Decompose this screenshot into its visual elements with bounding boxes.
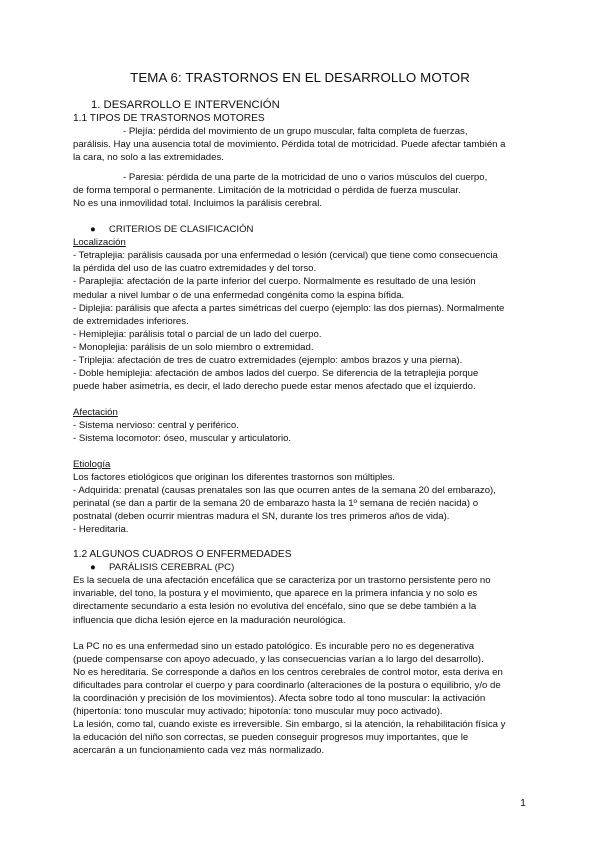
bullet-icon: ●	[90, 562, 96, 574]
text-line: Los factores etiológicos que originan los diferentes trastornos son múltiples.	[73, 472, 396, 484]
text-line: de forma temporal o permanente. Limitación de la motricidad o pérdida de fuerza muscular.	[73, 185, 461, 197]
text-line: - Doble hemiplejia: afectación de ambos lados del cuerpo. Se diferencia de la tetraplejia porque	[73, 367, 479, 379]
subsection-heading-1-2: 1.2 ALGUNOS CUADROS O ENFERMEDADES	[73, 549, 292, 561]
criterios-heading	[90, 223, 533, 236]
text-line: - Paraplejia: afectación de la parte inferior del cuerpo. Normalmente es resultado de una lesión	[73, 276, 476, 288]
text-line: La PC no es una enfermedad sino un estado patológico. Es incurable pero no es degenerativa	[73, 640, 475, 652]
text-line: La lesión, como tal, cuando existe es irreversible. Sin embargo, si la atención, la rehabilitación física y	[73, 718, 506, 730]
text-line: medular a nivel lumbar o de una enfermedad congénita como la espina bífida.	[73, 289, 405, 301]
document-title: TEMA 6: TRASTORNOS EN EL DESARROLLO MOTOR	[130, 70, 470, 85]
etiologia-heading: Etiología	[73, 459, 111, 471]
pc-paragraph-1	[73, 574, 533, 626]
text-line: - Tetraplejia: parálisis causada por una enfermedad o lesión (cervical) que tiene como consecuencia	[73, 250, 498, 262]
localizacion-list	[73, 249, 533, 393]
text-line: la cara, no solo a las extremidades.	[73, 152, 224, 164]
text-line: dificultades para controlar el cuerpo y para coordinarlo (alteraciones de la postura o equilibrio, y/o de	[73, 679, 501, 691]
text-line: - Plejía: pérdida del movimiento de un grupo muscular, falta completa de fuerzas,	[123, 126, 468, 137]
text-line: la pérdida del uso de las cuatro extremidades y del torso.	[73, 263, 317, 275]
text-line: la coordinación y precisión de los movimientos). Afecta sobre todo al tono muscular: la activación	[73, 692, 486, 704]
text-line: No es una inmovilidad total. Incluimos la parálisis cerebral.	[73, 198, 323, 210]
text-line: parálisis. Hay una ausencia total de movimiento. Pérdida total de motricidad. Puede afectar también a	[73, 139, 506, 151]
text-line: perinatal (se dan a partir de la semana 20 de embarazo hasta la 1º semana de recién nacida) o	[73, 498, 479, 510]
text-line: (puede compensarse con apoyo adecuado, y las consecuencias varían a lo largo del desarrollo).	[73, 653, 484, 665]
text-line: - Hemiplejia: parálisis total o parcial de un lado del cuerpo.	[73, 328, 322, 340]
text-line: - Diplejia: parálisis que afecta a partes simétricas del cuerpo (ejemplo: las dos piernas). Normalmente	[73, 302, 505, 314]
pc-label: PARÁLISIS CEREBRAL (PC)	[109, 562, 235, 574]
etiologia-list	[73, 471, 533, 536]
text-line: Es la secuela de una afectación encefálica que se caracteriza por un trastorno persistente pero no	[73, 575, 491, 587]
criterios-label: CRITERIOS DE CLASIFICACIÓN	[109, 224, 254, 236]
text-line: No es hereditaria. Se corresponde a daños en los centros cerebrales de control motor, esta deriva en	[73, 666, 503, 678]
text-line: - Paresia: pérdida de una parte de la motricidad de uno o varios músculos del cuerpo,	[123, 172, 488, 184]
section-heading-1: 1. DESARROLLO E INTERVENCIÓN	[91, 99, 280, 111]
afectacion-heading: Afectación	[73, 406, 118, 418]
subsection-heading-1-1: 1.1 TIPOS DE TRASTORNOS MOTORES	[73, 113, 265, 124]
text-line: - Monoplejia: parálisis de un solo miembro o extremidad.	[73, 341, 314, 353]
text-line: directamente secundario a esta lesión no evolutiva del encéfalo, sino que se debe también a la	[73, 601, 477, 613]
localizacion-heading: Localización	[73, 237, 126, 249]
bullet-icon: ●	[90, 224, 96, 236]
text-line: - Hereditaria.	[73, 524, 129, 536]
text-line: - Sistema nervioso: central y periférico.	[73, 419, 239, 431]
paresia-paragraph	[73, 171, 533, 210]
text-line: - Sistema locomotor: óseo, muscular y articulatorio.	[73, 432, 292, 444]
text-line: - Triplejia: afectación de tres de cuatro extremidades (ejemplo: ambos brazos y una pierna).	[73, 354, 463, 366]
text-line: acercarán a un funcionamiento cada vez más normalizado.	[73, 744, 325, 756]
text-line: (hipertonía: tono muscular muy activado; hipotonía: tono muscular muy poco activado).	[73, 705, 443, 717]
text-line: la educación del niño son correctas, se pueden conseguir progresos muy importantes, que le	[73, 731, 469, 743]
plejia-paragraph	[73, 125, 533, 164]
pc-paragraph-2	[73, 640, 533, 757]
document-body	[73, 98, 533, 757]
text-line: influencia que dicha lesión ejerce en la maduración neurológica.	[73, 614, 346, 626]
text-line: - Adquirida: prenatal (causas prenatales son las que ocurren antes de la semana 20 del embarazo),	[73, 485, 496, 497]
text-line: invariable, del tono, la postura y el movimiento, que aparece en la primera infancia y no solo es	[73, 588, 478, 600]
afectacion-list	[73, 419, 533, 445]
page-number: 1	[520, 797, 526, 809]
text-line: de extremidades inferiores.	[73, 315, 189, 327]
text-line: postnatal (deben ocurrir mientras madura el SN, durante los tres primeros años de vida).	[73, 511, 450, 523]
text-line: puede haber asimetría, es decir, el lado derecho puede estar menos afectado que el izquierdo.	[73, 380, 476, 392]
pc-heading	[90, 561, 533, 574]
